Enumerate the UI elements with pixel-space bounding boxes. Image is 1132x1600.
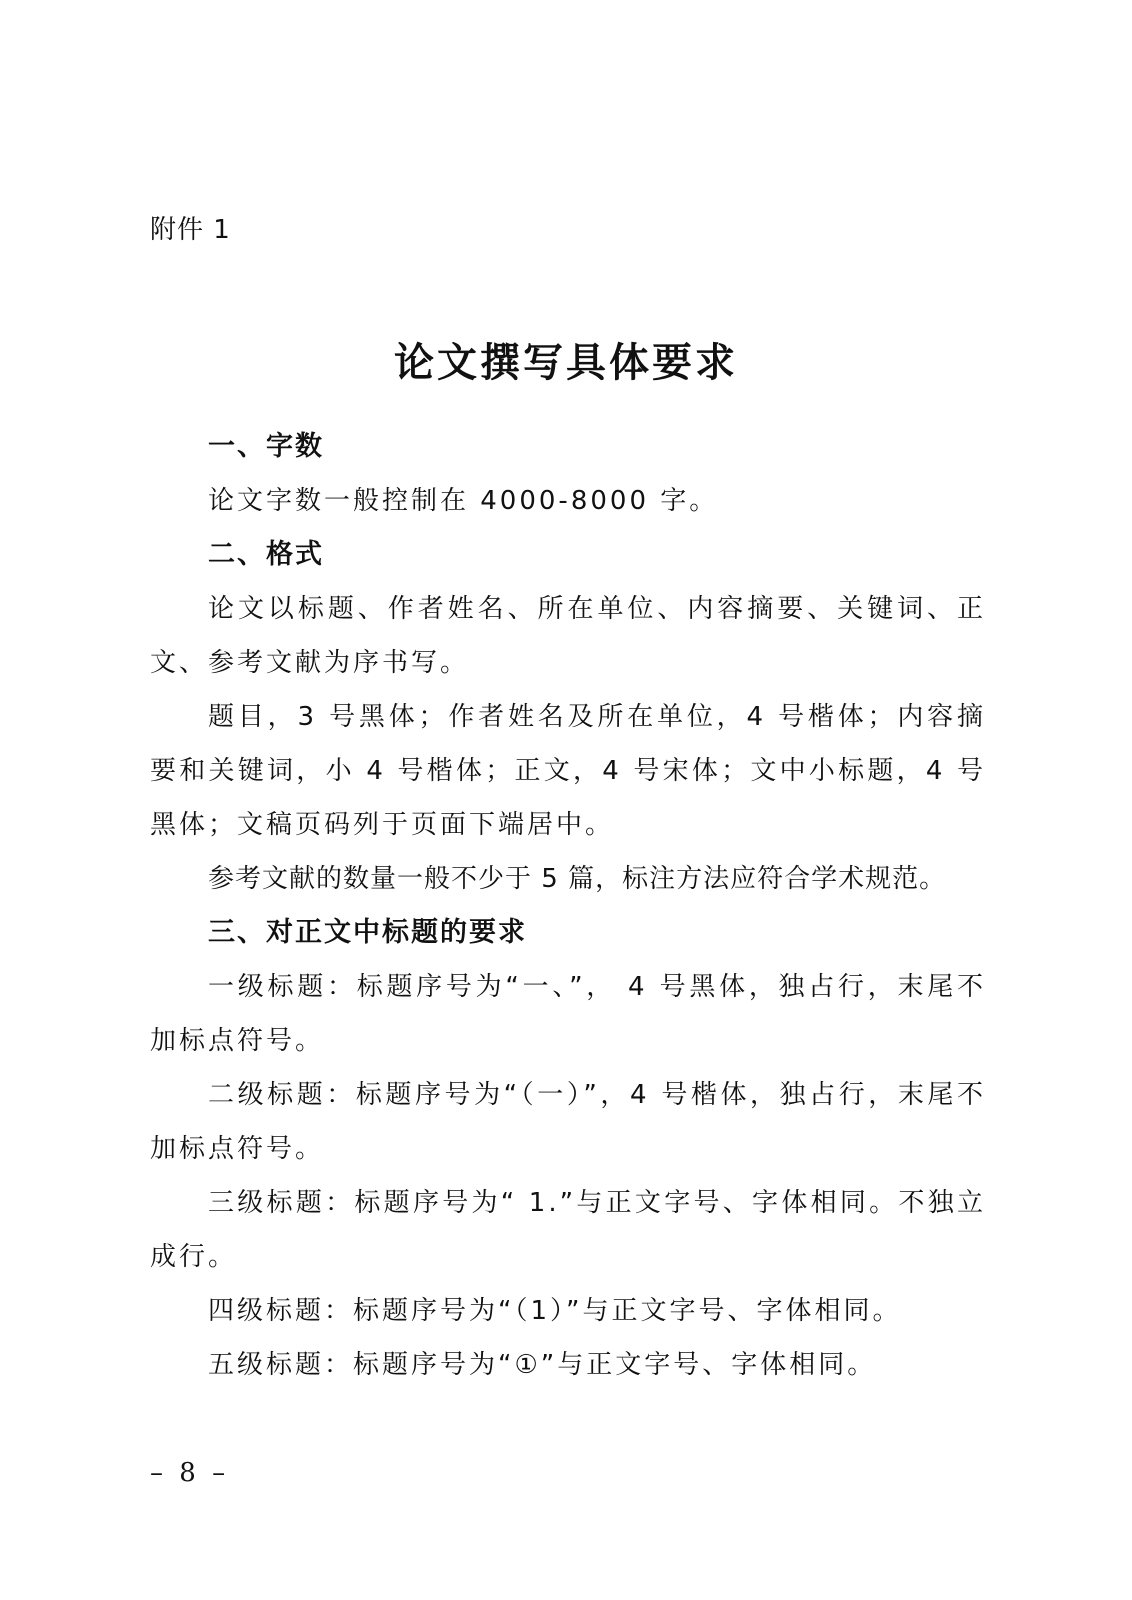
attachment-label: 附件 1 xyxy=(150,215,231,245)
paragraph: 二级标题：标题序号为“（一）”，4 号楷体，独占行，末尾不加标点符号。 xyxy=(150,1080,986,1164)
section-heading: 一、字数 xyxy=(208,431,324,462)
section-heading: 三、对正文中标题的要求 xyxy=(208,917,527,948)
paragraph: 一级标题：标题序号为“一、”， 4 号黑体，独占行，末尾不加标点符号。 xyxy=(150,972,986,1056)
section-word-count xyxy=(150,420,986,528)
page-number: – 8 – xyxy=(150,1458,230,1488)
section-format xyxy=(150,528,986,906)
document-body xyxy=(150,420,986,1392)
section-heading-requirements xyxy=(150,906,986,1392)
document-title: 论文撰写具体要求 xyxy=(394,338,738,386)
paragraph: 论文字数一般控制在 4000-8000 字。 xyxy=(208,486,719,516)
paragraph: 三级标题：标题序号为“ 1.”与正文字号、字体相同。不独立成行。 xyxy=(150,1188,986,1272)
paragraph: 题目，3 号黑体；作者姓名及所在单位，4 号楷体；内容摘要和关键词，小 4 号楷体；正文，4 号宋体；文中小标题，4 号黑体；文稿页码列于页面下端居中。 xyxy=(150,702,986,840)
section-heading: 二、格式 xyxy=(208,539,324,570)
paragraph: 参考文献的数量一般不少于 5 篇，标注方法应符合学术规范。 xyxy=(208,864,947,894)
paragraph: 四级标题：标题序号为“（1）”与正文字号、字体相同。 xyxy=(208,1296,902,1326)
paragraph: 论文以标题、作者姓名、所在单位、内容摘要、关键词、正文、参考文献为序书写。 xyxy=(150,594,986,678)
paragraph: 五级标题：标题序号为“①”与正文字号、字体相同。 xyxy=(208,1350,877,1380)
